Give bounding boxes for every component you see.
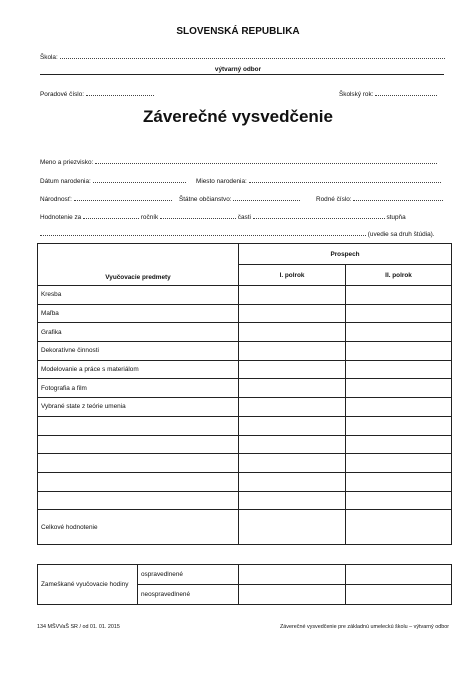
overall-second-half[interactable] — [346, 510, 452, 545]
birth-number-row — [316, 195, 443, 203]
overall-label: Celkové hodnotenie — [38, 510, 239, 545]
grade-first-half[interactable] — [239, 435, 346, 454]
grade-second-half[interactable] — [346, 323, 452, 342]
grade-first-half[interactable] — [239, 454, 346, 473]
birth-number-field[interactable] — [353, 195, 443, 201]
birth-date-row — [40, 177, 186, 185]
footer-form-code: 134 MŠVVaŠ SR / od 01. 01. 2015 — [37, 624, 120, 630]
subject-name[interactable] — [38, 491, 239, 510]
table-row — [38, 342, 452, 361]
table-row — [38, 454, 452, 473]
level-field[interactable] — [253, 213, 385, 219]
subject-name: Dekoratívne činnosti — [38, 342, 239, 361]
evaluation-label: Hodnotenie za — [40, 214, 82, 221]
grade-first-half[interactable] — [239, 398, 346, 417]
grade-second-half[interactable] — [346, 360, 452, 379]
birth-place-row — [196, 177, 441, 185]
grade-first-half[interactable] — [239, 416, 346, 435]
grade-second-half[interactable] — [346, 454, 452, 473]
grade-second-half[interactable] — [346, 379, 452, 398]
part-label: časti — [237, 214, 251, 221]
subject-name: Fotografia a film — [38, 379, 239, 398]
absence-row-excused — [38, 565, 452, 585]
subject-name: Kresba — [38, 286, 239, 305]
grade-first-half[interactable] — [239, 360, 346, 379]
year-label: ročník — [140, 214, 159, 221]
table-row — [38, 491, 452, 510]
absence-label: Zameškané vyučovacie hodiny — [38, 565, 138, 605]
study-type-field[interactable] — [40, 230, 366, 236]
subject-name: Vybrané state z teórie umenia — [38, 398, 239, 417]
grade-second-half[interactable] — [346, 491, 452, 510]
subject-name[interactable] — [38, 416, 239, 435]
grade-second-half[interactable] — [346, 398, 452, 417]
school-field[interactable] — [60, 53, 445, 59]
nationality-field[interactable] — [74, 195, 172, 201]
table-row — [38, 472, 452, 491]
birth-place-field[interactable] — [249, 177, 441, 183]
grade-second-half[interactable] — [346, 416, 452, 435]
school-row — [40, 53, 445, 61]
table-row — [38, 360, 452, 379]
first-half-header: I. polrok — [239, 265, 346, 286]
school-year-row — [339, 90, 437, 98]
subjects-header: Vyučovacie predmety — [38, 244, 239, 286]
footer-form-title: Záverečné vysvedčenie pre základnú umeleckú školu – výtvarný odbor — [280, 624, 449, 630]
document-title: Záverečné vysvedčenie — [143, 107, 333, 126]
table-row — [38, 323, 452, 342]
excused-second-half[interactable] — [346, 565, 452, 585]
subject-name[interactable] — [38, 454, 239, 473]
serial-row — [40, 90, 154, 98]
absence-table — [37, 564, 452, 605]
prospech-header: Prospech — [239, 244, 452, 265]
serial-label: Poradové číslo: — [40, 91, 85, 98]
country-heading: SLOVENSKÁ REPUBLIKA — [176, 26, 300, 37]
grade-second-half[interactable] — [346, 304, 452, 323]
study-type-note: (uvedie sa druh štúdia). — [367, 231, 435, 238]
table-row — [38, 435, 452, 454]
subject-name: Grafika — [38, 323, 239, 342]
grade-second-half[interactable] — [346, 472, 452, 491]
serial-field[interactable] — [86, 90, 154, 96]
birth-date-label: Dátum narodenia: — [40, 178, 91, 185]
nationality-label: Národnosť: — [40, 196, 72, 203]
year-field[interactable] — [83, 213, 139, 219]
table-row — [38, 379, 452, 398]
citizenship-label: Štátne občianstvo: — [179, 196, 232, 203]
level-label: stupňa — [386, 214, 406, 221]
grade-second-half[interactable] — [346, 435, 452, 454]
school-year-field[interactable] — [375, 90, 437, 96]
department-underline — [40, 74, 444, 75]
unexcused-label: neospravedlnené — [138, 585, 239, 605]
citizenship-field[interactable] — [233, 195, 300, 201]
birth-place-label: Miesto narodenia: — [196, 178, 247, 185]
school-year-label: Školský rok: — [339, 91, 374, 98]
overall-row — [38, 510, 452, 545]
table-row — [38, 398, 452, 417]
birth-date-field[interactable] — [93, 177, 186, 183]
grade-first-half[interactable] — [239, 342, 346, 361]
grade-first-half[interactable] — [239, 379, 346, 398]
subject-name: Maľba — [38, 304, 239, 323]
second-half-header: II. polrok — [346, 265, 452, 286]
birth-number-label: Rodné číslo: — [316, 196, 352, 203]
grades-table — [37, 243, 452, 545]
grade-first-half[interactable] — [239, 491, 346, 510]
unexcused-first-half[interactable] — [239, 585, 346, 605]
name-field[interactable] — [95, 158, 437, 164]
overall-first-half[interactable] — [239, 510, 346, 545]
grade-second-half[interactable] — [346, 286, 452, 305]
unexcused-second-half[interactable] — [346, 585, 452, 605]
evaluation-row — [40, 213, 406, 221]
table-row — [38, 304, 452, 323]
grade-first-half[interactable] — [239, 286, 346, 305]
nationality-row — [40, 195, 172, 203]
grade-first-half[interactable] — [239, 323, 346, 342]
subject-name: Modelovanie a práce s materiálom — [38, 360, 239, 379]
study-type-row — [40, 230, 435, 238]
grade-first-half[interactable] — [239, 472, 346, 491]
name-label: Meno a priezvisko: — [40, 159, 94, 166]
part-field[interactable] — [160, 213, 236, 219]
grade-first-half[interactable] — [239, 304, 346, 323]
subject-name[interactable] — [38, 472, 239, 491]
name-row — [40, 158, 437, 166]
excused-first-half[interactable] — [239, 565, 346, 585]
subject-name[interactable] — [38, 435, 239, 454]
department-label: výtvarný odbor — [214, 66, 262, 73]
citizenship-row — [179, 195, 300, 203]
table-row — [38, 416, 452, 435]
grade-second-half[interactable] — [346, 342, 452, 361]
school-label: Škola: — [40, 54, 58, 61]
excused-label: ospravedlnené — [138, 565, 239, 585]
table-row — [38, 286, 452, 305]
